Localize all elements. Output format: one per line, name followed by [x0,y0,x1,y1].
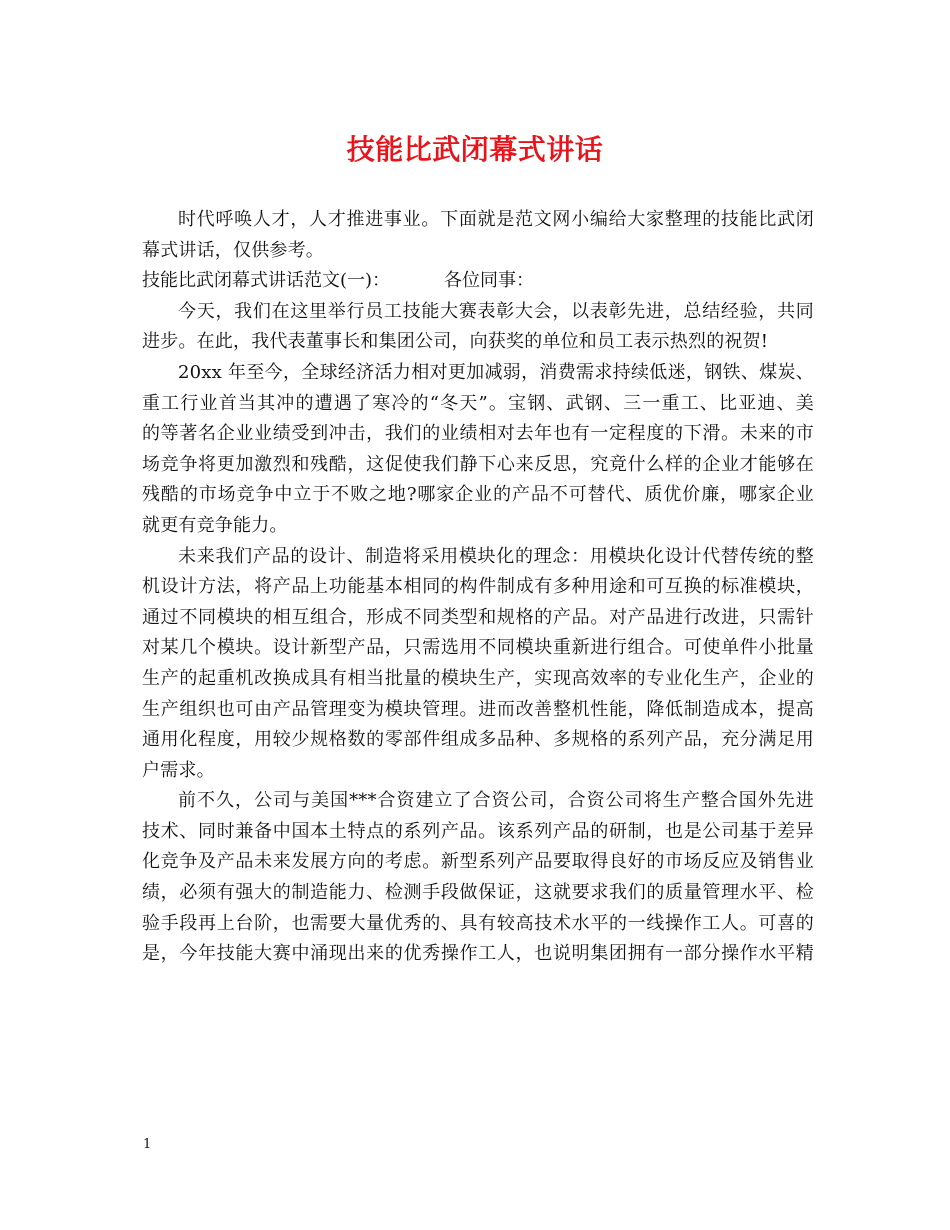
text-line: 绩，必须有强大的制造能力、检测手段做保证，这就要求我们的质量管理水平、检 [142,882,814,904]
text-line: 未来我们产品的设计、制造将采用模块化的理念：用模块化设计代替传统的整 [178,545,814,567]
paragraph [142,358,814,542]
text-line: 技术、同时兼备中国本土特点的系列产品。该系列产品的研制，也是公司基于差异 [142,820,814,842]
section-heading-title: 技能比武闭幕式讲话范文(一)： [142,270,391,292]
text-line: 重工行业首当其冲的遭遇了寒冷的“冬天”。宝钢、武钢、三一重工、比亚迪、美 [142,392,814,414]
text-line: 化竞争及产品未来发展方向的考虑。新型系列产品要取得良好的市场反应及销售业 [142,851,814,873]
document-title: 技能比武闭幕式讲话 [346,133,604,166]
text-line: 幕式讲话，仅供参考。 [142,239,324,261]
text-line: 验手段再上台阶，也需要大量优秀的、具有较高技术水平的一线操作工人。可喜的 [142,912,814,934]
text-line: 进步。在此，我代表董事长和集团公司，向获奖的单位和员工表示热烈的祝贺! [142,331,769,353]
section-heading [142,266,814,297]
text-line: 的等著名企业业绩受到冲击，我们的业绩相对去年也有一定程度的下滑。未来的市 [142,423,814,445]
paragraph [142,786,814,970]
text-line: 就更有竞争能力。 [142,514,288,536]
text-line: 场竞争将更加激烈和残酷，这促使我们静下心来反思，究竟什么样的企业才能够在 [142,453,814,475]
paragraph [142,542,814,787]
text-line: 残酷的市场竞争中立于不败之地?哪家企业的产品不可替代、质优价廉，哪家企业 [142,484,814,506]
intro-paragraph [142,205,814,266]
text-line: 对某几个模块。设计新型产品，只需选用不同模块重新进行组合。可使单件小批量 [142,637,814,659]
document-body [142,205,814,970]
paragraph [142,297,814,358]
text-line: 前不久，公司与美国***合资建立了合资公司，合资公司将生产整合国外先进 [178,790,814,812]
text-line: 20xx 年至今，全球经济活力相对更加减弱，消费需求持续低迷，钢铁、煤炭、 [178,361,814,383]
text-line: 户需求。 [142,759,215,781]
text-line: 生产的起重机改换成具有相当批量的模块生产，实现高效率的专业化生产，企业的 [142,667,814,689]
text-line: 生产组织也可由产品管理变为模块管理。进而改善整机性能，降低制造成本，提高 [142,698,814,720]
page-number: 1 [143,1137,152,1152]
text-line: 机设计方法，将产品上功能基本相同的构件制成有多种用途和可互换的标准模块， [142,576,814,598]
text-line: 通用化程度，用较少规格数的零部件组成多品种、多规格的系列产品，充分满足用 [142,729,814,751]
text-line: 时代呼唤人才，人才推进事业。下面就是范文网小编给大家整理的技能比武闭 [178,209,814,230]
salutation: 各位同事： [444,270,535,292]
text-line: 通过不同模块的相互组合，形成不同类型和规格的产品。对产品进行改进，只需针 [142,606,814,628]
text-line: 是，今年技能大赛中涌现出来的优秀操作工人，也说明集团拥有一部分操作水平精 [142,943,814,965]
text-line: 今天，我们在这里举行员工技能大赛表彰大会，以表彰先进，总结经验，共同 [178,300,814,322]
